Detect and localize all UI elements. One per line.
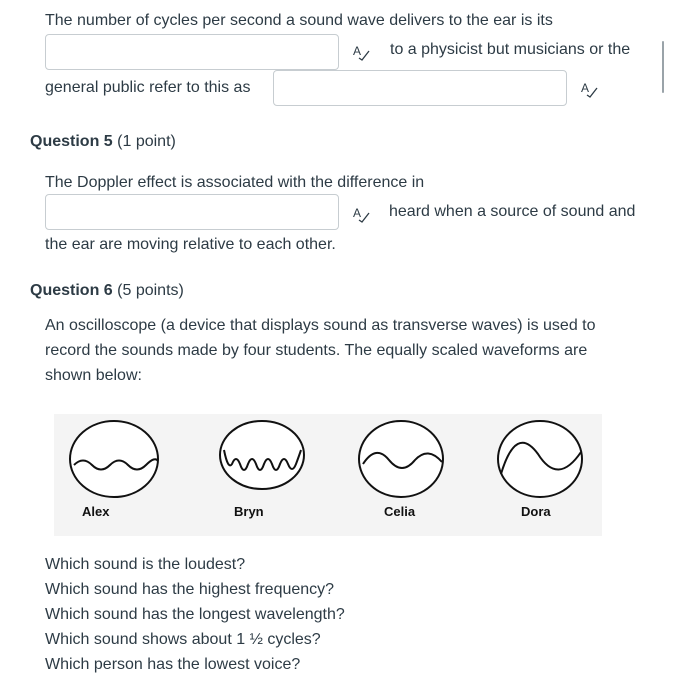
q4-blank-pitch[interactable] — [273, 70, 567, 106]
waveform-figure — [54, 414, 602, 536]
q5-text-line1: The Doppler effect is associated with the difference in — [45, 174, 425, 191]
q5-text-after-blank: heard when a source of sound and — [389, 203, 636, 220]
bryn-scope-outline — [220, 421, 304, 489]
question-5-title: Question 5 — [30, 133, 113, 150]
question-6-points: (5 points) — [117, 282, 184, 299]
q5-blank-frequency[interactable] — [45, 194, 339, 230]
q5-text-line3: the ear are moving relative to each other. — [45, 236, 336, 253]
dora-scope-outline — [498, 421, 582, 497]
q6-subquestion-5: Which person has the lowest voice? — [45, 656, 301, 673]
q6-intro-line2: record the sounds made by four students. The equally scaled waveforms are — [45, 342, 588, 359]
question-6-title: Question 6 — [30, 282, 113, 299]
svg-text:A: A — [353, 206, 362, 220]
student-label-alex: Alex — [82, 504, 110, 519]
question-5-header — [30, 133, 176, 151]
q4-text-after-blank1: to a physicist but musicians or the — [390, 41, 631, 58]
q6-intro-line3: shown below: — [45, 367, 142, 384]
alex-scope-outline — [70, 421, 158, 497]
student-label-bryn: Bryn — [234, 504, 264, 519]
question-6-header — [30, 282, 184, 300]
svg-text:A: A — [581, 81, 590, 95]
q6-subquestion-3: Which sound has the longest wavelength? — [45, 606, 345, 623]
q4-text-line1: The number of cycles per second a sound wave delivers to the ear is its — [45, 12, 553, 29]
scrollbar-thumb[interactable] — [662, 41, 664, 93]
student-label-celia: Celia — [384, 504, 416, 519]
spellcheck-icon[interactable] — [580, 80, 598, 98]
q4-text-line3: general public refer to this as — [45, 79, 251, 96]
q4-blank-frequency[interactable] — [45, 34, 339, 70]
student-label-dora: Dora — [521, 504, 551, 519]
q6-subquestion-4: Which sound shows about 1 ½ cycles? — [45, 631, 321, 648]
spellcheck-icon[interactable] — [352, 43, 370, 61]
celia-scope-outline — [359, 421, 443, 497]
question-5-points: (1 point) — [117, 133, 176, 150]
q6-subquestion-1: Which sound is the loudest? — [45, 556, 246, 573]
spellcheck-icon[interactable] — [352, 205, 370, 223]
q6-subquestion-2: Which sound has the highest frequency? — [45, 581, 335, 598]
q6-intro-line1: An oscilloscope (a device that displays sound as transverse waves) is used to — [45, 317, 596, 334]
svg-text:A: A — [353, 44, 362, 58]
waveform-drawing — [54, 414, 602, 536]
